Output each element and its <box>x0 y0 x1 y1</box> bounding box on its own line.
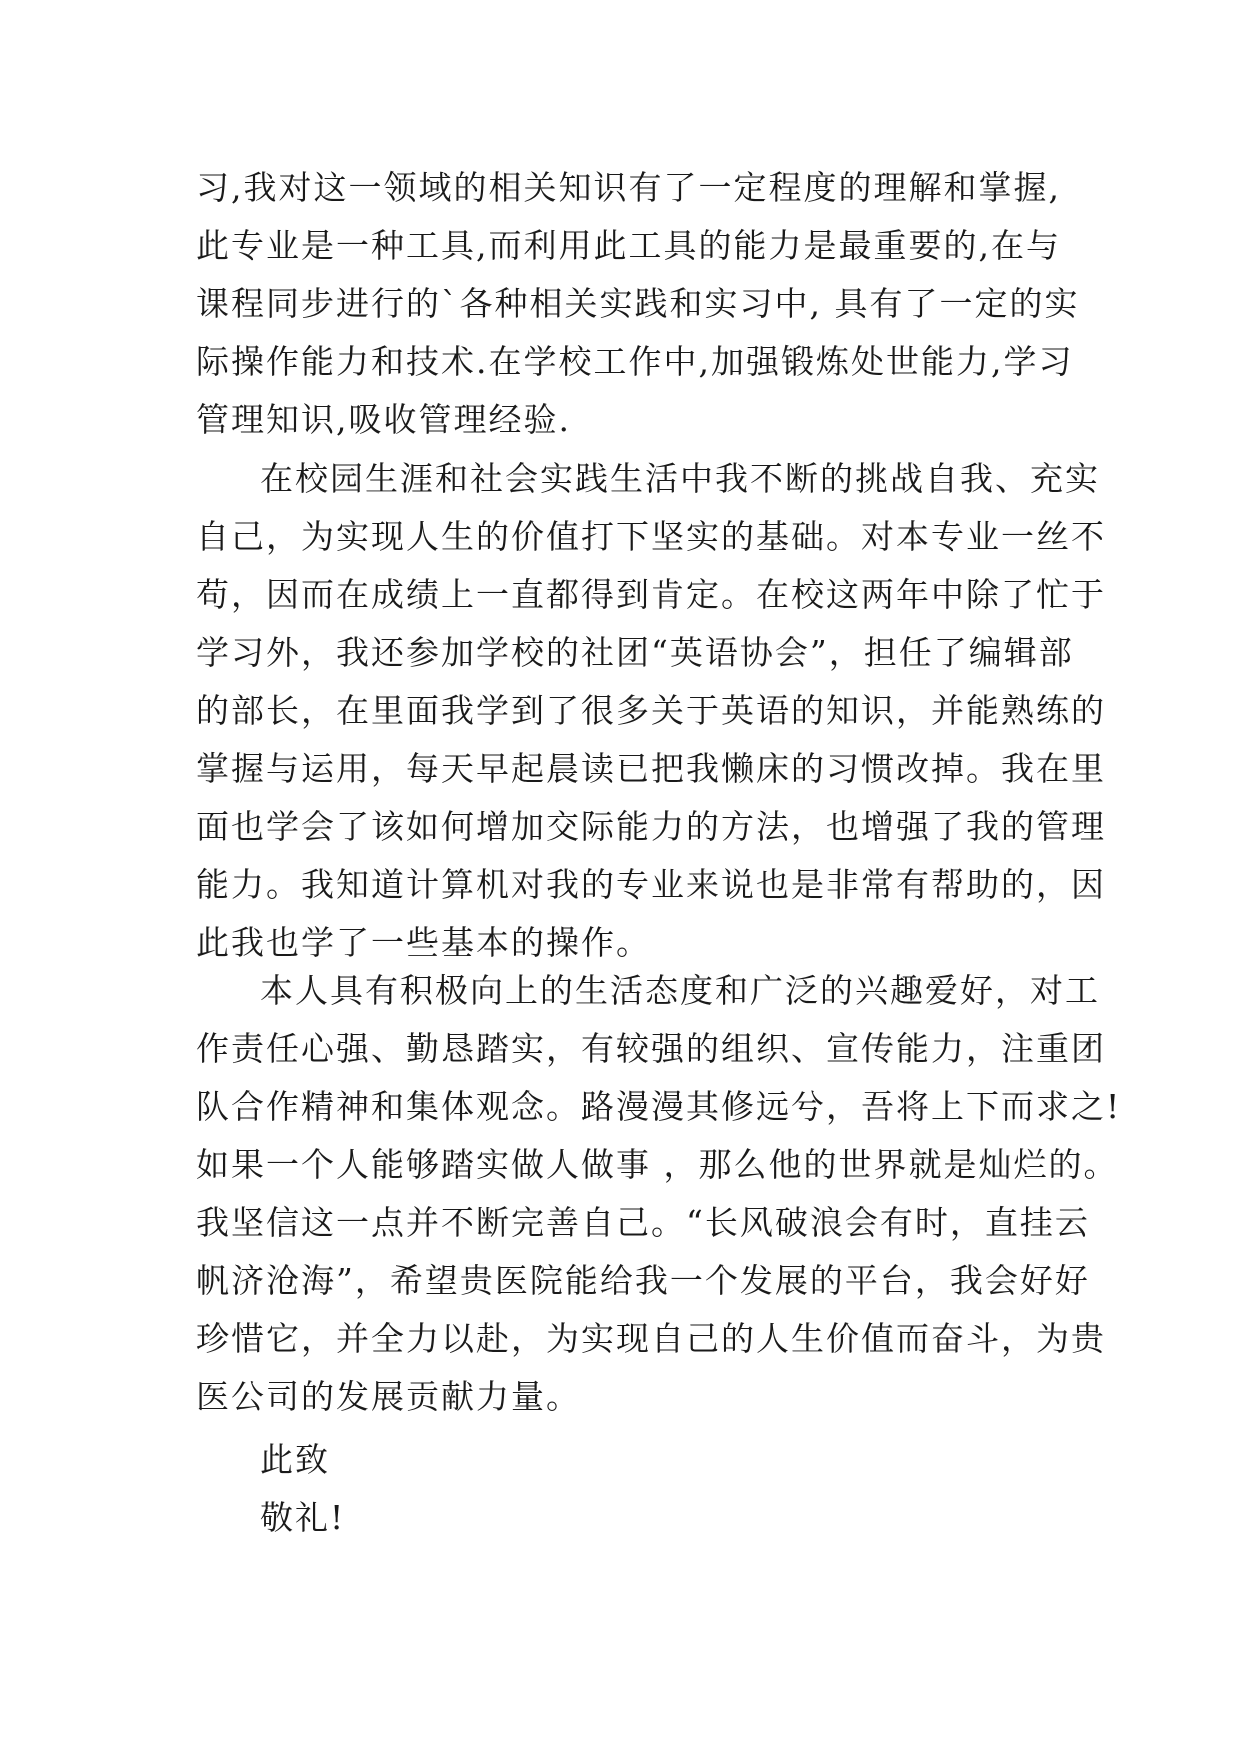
paragraph-line: 课程同步进行的`各种相关实践和实习中, 具有了一定的实 <box>196 284 1080 323</box>
paragraph-line: 帆济沧海”，希望贵医院能给我一个发展的平台，我会好好 <box>196 1261 1090 1300</box>
paragraph-line: 此专业是一种工具,而利用此工具的能力是最重要的,在与 <box>196 226 1061 265</box>
paragraph-line: 学习外，我还参加学校的社团“英语协会”，担任了编辑部 <box>196 633 1074 672</box>
paragraph-1 <box>196 159 1080 449</box>
paragraph-line: 的部长，在里面我学到了很多关于英语的知识，并能熟练的 <box>196 691 1106 730</box>
paragraph-line: 作责任心强、勤恳踏实，有较强的组织、宣传能力，注重团 <box>196 1029 1106 1068</box>
paragraph-2 <box>196 450 1106 972</box>
closing-salutation: 此致 <box>260 1440 330 1479</box>
paragraph-line: 际操作能力和技术.在学校工作中,加强锻炼处世能力,学习 <box>196 342 1074 381</box>
paragraph-line: 我坚信这一点并不断完善自己。“长风破浪会有时，直挂云 <box>196 1203 1090 1242</box>
paragraph-line: 能力。我知道计算机对我的专业来说也是非常有帮助的，因 <box>196 865 1106 904</box>
paragraph-line: 掌握与运用，每天早起晨读已把我懒床的习惯改掉。我在里 <box>196 749 1106 788</box>
paragraph-3 <box>196 962 1122 1426</box>
paragraph-line: 苟，因而在成绩上一直都得到肯定。在校这两年中除了忙于 <box>196 575 1106 614</box>
paragraph-line: 医公司的发展贡献力量。 <box>196 1377 581 1416</box>
paragraph-line: 面也学会了该如何增加交际能力的方法，也增强了我的管理 <box>196 807 1106 846</box>
paragraph-line: 如果一个人能够踏实做人做事 ，那么他的世界就是灿烂的。 <box>196 1145 1119 1184</box>
paragraph-line: 此我也学了一些基本的操作。 <box>196 923 651 962</box>
closing <box>196 1431 1066 1547</box>
paragraph-line: 自己，为实现人生的价值打下坚实的基础。对本专业一丝不 <box>196 517 1106 556</box>
paragraph-line: 管理知识,吸收管理经验. <box>196 400 571 439</box>
paragraph-line: 队合作精神和集体观念。路漫漫其修远兮，吾将上下而求之! <box>196 1087 1122 1126</box>
paragraph-line: 在校园生涯和社会实践生活中我不断的挑战自我、充实 <box>260 459 1100 498</box>
paragraph-line: 本人具有积极向上的生活态度和广泛的兴趣爱好，对工 <box>260 971 1100 1010</box>
paragraph-line: 习,我对这一领域的相关知识有了一定程度的理解和掌握, <box>196 168 1061 207</box>
paragraph-line: 珍惜它，并全力以赴，为实现自己的人生价值而奋斗，为贵 <box>196 1319 1106 1358</box>
closing-regards: 敬礼! <box>260 1498 346 1537</box>
